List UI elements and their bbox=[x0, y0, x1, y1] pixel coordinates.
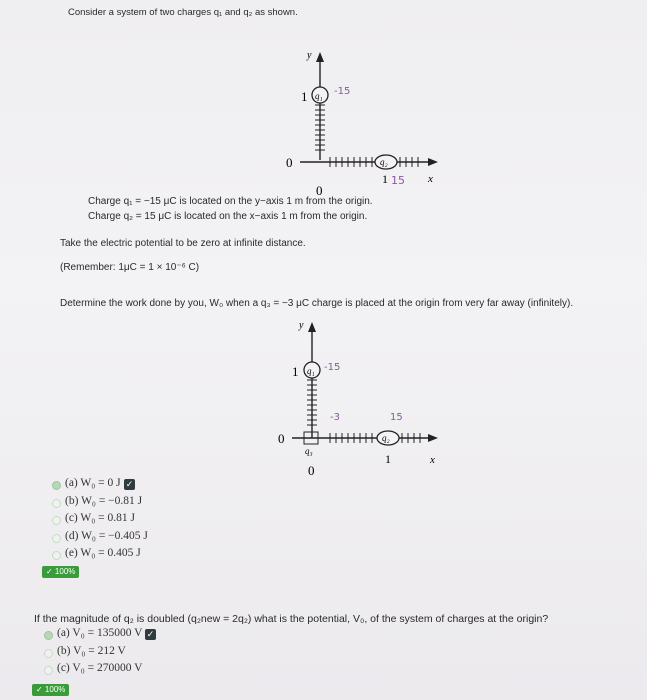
q2_options-radio-1[interactable] bbox=[44, 649, 53, 658]
y-tick-1: 1 bbox=[301, 89, 308, 104]
remember-note: (Remember: 1μC = 1 × 10⁻⁶ C) bbox=[60, 262, 200, 273]
q3-label: q₃ bbox=[305, 446, 313, 456]
y-tick-1: 1 bbox=[292, 364, 299, 379]
q1_options-label-2[interactable]: (c) W₀ = 0.81 J bbox=[65, 512, 136, 524]
q1_options-radio-3[interactable] bbox=[52, 534, 61, 543]
handwritten-note-q2: 15 bbox=[391, 174, 405, 187]
q1_options-radio-2[interactable] bbox=[52, 516, 61, 525]
q1-label: q₁ bbox=[307, 366, 315, 376]
question-2-text: If the magnitude of q₂ is doubled (q₂new = 2q₂) what is the potential, V₀, of the system of charges at the origin? bbox=[34, 613, 549, 625]
q2-label: q₂ bbox=[382, 433, 390, 443]
q1_options-radio-0[interactable] bbox=[52, 481, 61, 490]
q1_options-label-0[interactable]: (a) W₀ = 0 J bbox=[65, 477, 121, 489]
correct-check-icon: ✓ bbox=[146, 629, 155, 639]
q2_options-radio-0[interactable] bbox=[44, 631, 53, 640]
q2_options-label-1[interactable]: (b) V₀ = 212 V bbox=[57, 644, 126, 657]
y-axis-label: y bbox=[307, 50, 312, 61]
x-tick-1: 1 bbox=[382, 172, 388, 186]
handwritten-note-q1: -15 bbox=[334, 86, 351, 97]
origin-x-label: 0 bbox=[308, 463, 315, 478]
q1_options-radio-4[interactable] bbox=[52, 551, 61, 560]
y-axis-label: y bbox=[299, 320, 304, 331]
x-tick-1: 1 bbox=[385, 452, 391, 466]
intro-text: Consider a system of two charges q₁ and q₂ as shown. bbox=[68, 7, 298, 18]
potential-note: Take the electric potential to be zero at infinite distance. bbox=[60, 238, 306, 249]
handwritten-note-q3: -3 bbox=[330, 412, 340, 423]
figure-2-diagram bbox=[270, 310, 450, 485]
q1_options-label-3[interactable]: (d) W₀ = −0.405 J bbox=[65, 529, 148, 542]
charge-q2-description: Charge q₂ = 15 μC is located on the x−axis 1 m from the origin. bbox=[88, 211, 368, 222]
x-axis-label: x bbox=[430, 454, 435, 466]
q2-label: q₂ bbox=[380, 157, 388, 167]
handwritten-note-q2: 15 bbox=[390, 412, 403, 423]
handwritten-note-q1: -15 bbox=[324, 362, 341, 373]
origin-y-label: 0 bbox=[286, 155, 293, 170]
q2_options-radio-2[interactable] bbox=[44, 666, 53, 675]
q1-label: q₁ bbox=[315, 91, 323, 101]
q1_options-radio-1[interactable] bbox=[52, 499, 61, 508]
question-1-text: Determine the work done by you, W₀ when a q₃ = −3 μC charge is placed at the origin from very far away (infinitely). bbox=[60, 298, 574, 309]
origin-x-label: 0 bbox=[316, 183, 323, 198]
x-axis-label: x bbox=[428, 173, 433, 185]
q2_options-label-0[interactable]: (a) V₀ = 135000 V bbox=[57, 627, 143, 639]
figure-1-diagram bbox=[270, 40, 450, 200]
question-1-score-badge: ✓ 100% bbox=[42, 566, 79, 578]
origin-y-label: 0 bbox=[278, 431, 285, 446]
correct-check-icon: ✓ bbox=[125, 479, 134, 489]
q2_options-label-2[interactable]: (c) V₀ = 270000 V bbox=[57, 662, 143, 674]
q1_options-label-1[interactable]: (b) W₀ = −0.81 J bbox=[65, 494, 143, 507]
question-2-score-badge: ✓ 100% bbox=[32, 684, 69, 696]
q1_options-label-4[interactable]: (e) W₀ = 0.405 J bbox=[65, 547, 141, 559]
charge-q1-description: Charge q₁ = −15 μC is located on the y−axis 1 m from the origin. bbox=[88, 196, 373, 207]
